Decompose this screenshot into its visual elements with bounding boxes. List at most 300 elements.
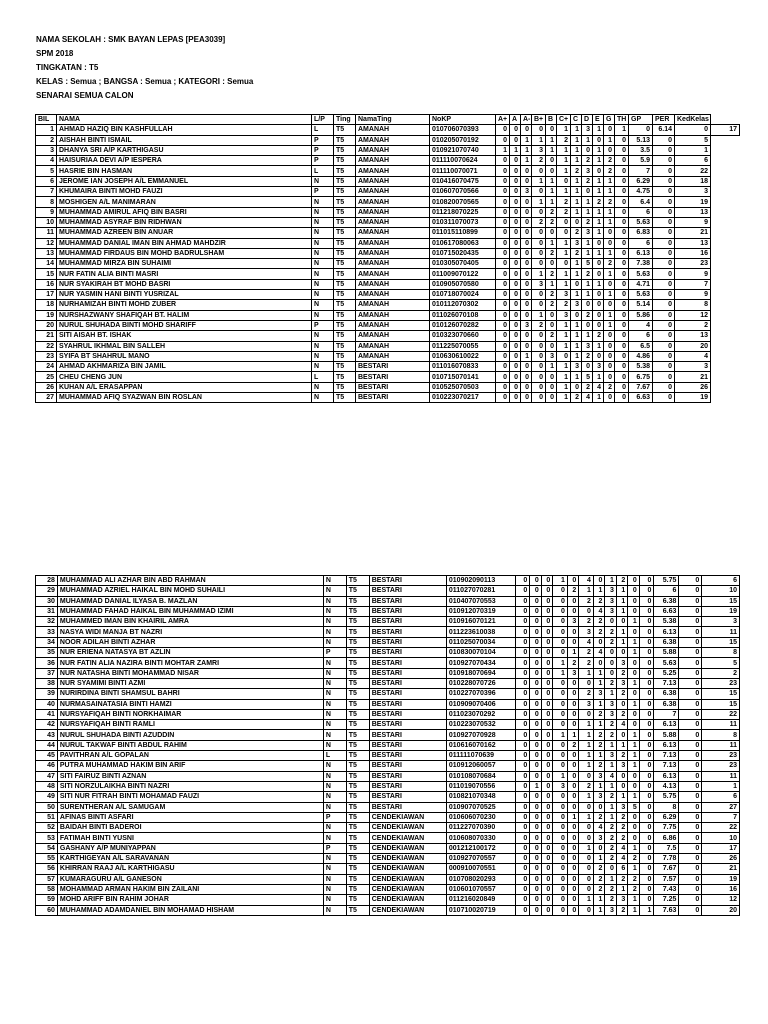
table-cell: T5: [346, 617, 369, 627]
table-cell: 19: [675, 393, 711, 403]
table-cell: 24: [36, 362, 57, 372]
table-cell: 0: [653, 176, 675, 186]
table-cell: 1: [546, 176, 557, 186]
table-cell: 0: [639, 843, 654, 853]
table-cell: 1: [628, 864, 639, 874]
table-cell: L: [323, 751, 346, 761]
table-cell: 0: [653, 238, 675, 248]
table-cell: T5: [346, 802, 369, 812]
table-cell: CENDEKIAWAN: [369, 895, 446, 905]
table-cell: 0: [579, 606, 594, 616]
table-cell: 1: [532, 269, 546, 279]
table-cell: 0: [515, 843, 530, 853]
table-cell: 2: [593, 864, 604, 874]
exam-name: SPM 2018: [36, 49, 74, 58]
table-cell: 0: [496, 372, 510, 382]
table-cell: 0: [521, 228, 532, 238]
table-cell: 0: [532, 238, 546, 248]
table-cell: 2: [571, 393, 582, 403]
table-cell: T5: [334, 269, 356, 279]
table-cell: 0: [571, 310, 582, 320]
table-cell: 011019070556: [446, 781, 515, 791]
table-cell: 1: [605, 802, 616, 812]
table-cell: 3: [605, 606, 616, 616]
table-cell: 21: [675, 228, 711, 238]
table-cell: 3: [532, 279, 546, 289]
table-cell: 4: [579, 576, 594, 586]
table-cell: P: [323, 648, 346, 658]
table-cell: 0: [593, 259, 604, 269]
table-cell: 21: [675, 372, 711, 382]
table-cell: 9: [675, 290, 711, 300]
table-cell: 0: [628, 812, 639, 822]
table-cell: 0: [604, 331, 615, 341]
table-cell: 1: [582, 290, 593, 300]
table-cell: 5.14: [629, 300, 653, 310]
table-cell: 1: [593, 125, 604, 135]
table-cell: 46: [36, 761, 58, 771]
table-cell: 0: [653, 382, 675, 392]
table-cell: 0: [515, 812, 530, 822]
table-cell: 1: [546, 238, 557, 248]
table-cell: BESTARI: [369, 627, 446, 637]
table-cell: 0: [582, 187, 593, 197]
table-cell: 0: [653, 351, 675, 361]
table-row: [36, 637, 740, 647]
table-cell: 7.75: [654, 823, 679, 833]
table-row: [36, 290, 740, 300]
table-cell: 23: [702, 678, 740, 688]
table-cell: CENDEKIAWAN: [369, 823, 446, 833]
table-body: [36, 125, 740, 403]
table-cell: 1: [593, 176, 604, 186]
table-cell: N: [312, 279, 334, 289]
table-cell: 0: [496, 217, 510, 227]
table-cell: 0: [496, 156, 510, 166]
table-cell: 0: [510, 362, 521, 372]
table-cell: 1: [567, 730, 578, 740]
table-cell: 0: [532, 362, 546, 372]
table-cell: 1: [605, 740, 616, 750]
table-cell: 0: [579, 709, 594, 719]
table-cell: 0: [553, 740, 568, 750]
table-cell: 2: [571, 248, 582, 258]
table-cell: 1: [553, 658, 568, 668]
table-cell: 1: [521, 351, 532, 361]
table-cell: 2: [593, 884, 604, 894]
table-cell: 1: [604, 320, 615, 330]
table-cell: 3: [582, 228, 593, 238]
table-cell: 010927070434: [446, 658, 515, 668]
table-cell: KUMARAGURU A/L GANESON: [57, 874, 323, 884]
table-cell: 0: [639, 751, 654, 761]
table-cell: AMANAH: [356, 300, 430, 310]
table-cell: 0: [567, 576, 578, 586]
table-cell: 0: [541, 627, 552, 637]
table-cell: 6.75: [629, 372, 653, 382]
table-cell: NURHAMIZAH BINTI MOHD ZUBER: [57, 300, 312, 310]
table-cell: 0: [679, 720, 702, 730]
table-cell: 0: [579, 833, 594, 843]
table-cell: 010902090113: [446, 576, 515, 586]
table-cell: 39: [36, 689, 58, 699]
table-cell: 0: [593, 300, 604, 310]
table-cell: 0: [553, 617, 568, 627]
column-header: D: [582, 115, 593, 125]
table-cell: 0: [579, 823, 594, 833]
table-cell: 6.13: [654, 740, 679, 750]
table-cell: 1: [579, 751, 594, 761]
table-cell: 0: [532, 187, 546, 197]
table-row: [36, 156, 740, 166]
table-cell: 0: [679, 843, 702, 853]
table-cell: 0: [579, 854, 594, 864]
table-row: [36, 300, 740, 310]
table-cell: MOHD ARIFF BIN RAHIM JOHAR: [57, 895, 323, 905]
table-cell: 1: [582, 135, 593, 145]
table-cell: 011023070292: [446, 709, 515, 719]
table-cell: 2: [571, 166, 582, 176]
table-cell: 0: [496, 393, 510, 403]
table-cell: 0: [582, 145, 593, 155]
table-cell: 0: [532, 259, 546, 269]
table-cell: 0: [553, 596, 568, 606]
table-cell: 1: [571, 207, 582, 217]
table-cell: 2: [604, 382, 615, 392]
table-cell: 2: [557, 300, 571, 310]
table-cell: 1: [639, 905, 654, 915]
table-cell: 1: [628, 740, 639, 750]
table-cell: 6.38: [654, 637, 679, 647]
table-cell: AMANAH: [356, 125, 430, 135]
table-cell: T5: [334, 331, 356, 341]
table-cell: 010820070565: [430, 197, 496, 207]
table-cell: 011227070390: [446, 823, 515, 833]
table-cell: 18: [675, 176, 711, 186]
table-cell: KARTHIGEYAN A/L SARAVANAN: [57, 854, 323, 864]
table-cell: 1: [593, 217, 604, 227]
table-row: [36, 187, 740, 197]
table-cell: 5.63: [629, 217, 653, 227]
table-cell: 0: [639, 637, 654, 647]
table-cell: 0: [546, 382, 557, 392]
table-cell: N: [312, 238, 334, 248]
table-cell: 5: [36, 166, 57, 176]
table-cell: 0: [628, 689, 639, 699]
table-cell: T5: [334, 238, 356, 248]
table-cell: 1: [532, 310, 546, 320]
table-cell: MUHAMMAD AZRIEL HAIKAL BIN MOHD SUHAILI: [57, 586, 323, 596]
table-cell: 2: [546, 248, 557, 258]
table-cell: 1: [571, 197, 582, 207]
table-cell: 58: [36, 884, 58, 894]
table-cell: 4: [593, 382, 604, 392]
table-cell: 0: [679, 905, 702, 915]
table-cell: 1: [553, 576, 568, 586]
table-row: [36, 320, 740, 330]
table-cell: 6.83: [629, 228, 653, 238]
table-cell: 010305070405: [430, 259, 496, 269]
table-cell: 45: [36, 751, 58, 761]
table-cell: AMANAH: [356, 279, 430, 289]
table-cell: 0: [496, 187, 510, 197]
column-header: NamaTing: [356, 115, 430, 125]
table-row: [36, 576, 740, 586]
table-cell: T5: [346, 678, 369, 688]
table-cell: 1: [628, 648, 639, 658]
table-cell: 0: [604, 279, 615, 289]
table-cell: NUR FATIN ALIA BINTI MASRI: [57, 269, 312, 279]
table-cell: 0: [679, 874, 702, 884]
table-cell: 6.14: [653, 125, 675, 135]
table-cell: BESTARI: [369, 792, 446, 802]
table-cell: L: [312, 166, 334, 176]
table-cell: CENDEKIAWAN: [369, 854, 446, 864]
table-cell: 2: [582, 382, 593, 392]
table-cell: 011216020849: [446, 895, 515, 905]
table-cell: 0: [615, 166, 629, 176]
table-cell: 1: [557, 372, 571, 382]
table-cell: AMANAH: [356, 228, 430, 238]
table-cell: 0: [639, 720, 654, 730]
table-cell: 0: [541, 833, 552, 843]
table-cell: 0: [521, 362, 532, 372]
table-cell: BESTARI: [369, 771, 446, 781]
table-cell: PAVITHRAN A/L GOPALAN: [57, 751, 323, 761]
table-cell: 15: [36, 269, 57, 279]
table-cell: 30: [36, 596, 58, 606]
table-cell: 0: [530, 658, 541, 668]
table-cell: AMANAH: [356, 290, 430, 300]
table-cell: 1: [557, 382, 571, 392]
table-cell: 7: [654, 709, 679, 719]
table-cell: 0: [521, 372, 532, 382]
table-cell: 6: [654, 586, 679, 596]
table-cell: 0: [530, 720, 541, 730]
table-cell: T5: [346, 689, 369, 699]
table-cell: 1: [557, 279, 571, 289]
table-cell: 0: [532, 166, 546, 176]
table-cell: N: [323, 627, 346, 637]
table-row: [36, 740, 740, 750]
table-cell: 1: [571, 331, 582, 341]
table-cell: 010905070580: [430, 279, 496, 289]
table-cell: 0: [553, 864, 568, 874]
table-cell: NUR FATIN ALIA NAZIRA BINTI MOHTAR ZAMRI: [57, 658, 323, 668]
table-cell: 0: [653, 248, 675, 258]
table-cell: 1: [582, 279, 593, 289]
table-cell: 1: [605, 812, 616, 822]
table-cell: 0: [541, 668, 552, 678]
table-cell: BESTARI: [369, 730, 446, 740]
table-cell: 1: [616, 627, 627, 637]
table-cell: 1: [532, 197, 546, 207]
table-cell: SYAHRUL IKHMAL BIN SALLEH: [57, 341, 312, 351]
table-cell: 6: [702, 576, 740, 586]
table-cell: 010407070553: [446, 596, 515, 606]
table-cell: 4.13: [654, 781, 679, 791]
column-header: TH: [615, 115, 629, 125]
table-cell: 1: [567, 648, 578, 658]
table-row: [36, 843, 740, 853]
table-cell: 2: [616, 668, 627, 678]
table-cell: 0: [553, 905, 568, 915]
table-cell: 27: [702, 802, 740, 812]
table-cell: 0: [615, 331, 629, 341]
table-cell: 25: [36, 372, 57, 382]
table-cell: PUTRA MUHAMMAD HAKIM BIN ARIF: [57, 761, 323, 771]
table-cell: 1: [604, 269, 615, 279]
table-cell: 011111070639: [446, 751, 515, 761]
table-cell: 0: [628, 596, 639, 606]
table-cell: 22: [36, 341, 57, 351]
table-cell: 0: [553, 586, 568, 596]
table-cell: 0: [530, 606, 541, 616]
table-cell: 2: [593, 617, 604, 627]
table-cell: 0: [604, 145, 615, 155]
table-cell: 1: [616, 637, 627, 647]
table-cell: 010718070024: [430, 290, 496, 300]
table-cell: 5.86: [629, 310, 653, 320]
table-cell: 0: [521, 310, 532, 320]
table-cell: 2: [605, 823, 616, 833]
table-cell: 21: [702, 864, 740, 874]
table-cell: 0: [679, 668, 702, 678]
table-cell: 17: [702, 843, 740, 853]
table-cell: 0: [541, 874, 552, 884]
table-cell: 0: [510, 351, 521, 361]
table-cell: 0: [567, 637, 578, 647]
table-cell: 3: [571, 362, 582, 372]
table-cell: 28: [36, 576, 58, 586]
table-cell: 1: [557, 238, 571, 248]
table-cell: 2: [582, 176, 593, 186]
table-cell: 3: [616, 678, 627, 688]
table-cell: P: [323, 843, 346, 853]
table-cell: 0: [639, 658, 654, 668]
table-row: [36, 668, 740, 678]
table-cell: NUR SYAMIMI BINTI AZMI: [57, 678, 323, 688]
table-cell: N: [323, 864, 346, 874]
table-cell: 0: [653, 300, 675, 310]
table-cell: 3: [593, 689, 604, 699]
table-cell: 0: [593, 320, 604, 330]
table-cell: 2: [532, 217, 546, 227]
table-cell: 0: [679, 751, 702, 761]
table-cell: 0: [521, 393, 532, 403]
table-cell: 1: [593, 279, 604, 289]
table-cell: 2: [582, 217, 593, 227]
form-level: TINGKATAN : T5: [36, 63, 99, 72]
table-cell: 1: [496, 145, 510, 155]
table-cell: 1: [571, 187, 582, 197]
table-cell: 15: [702, 596, 740, 606]
table-cell: 1: [605, 874, 616, 884]
table-cell: 0: [546, 259, 557, 269]
table-cell: 60: [36, 905, 58, 915]
table-cell: 16: [702, 884, 740, 894]
table-cell: 0: [532, 290, 546, 300]
table-cell: 2: [593, 709, 604, 719]
table-cell: 11: [702, 771, 740, 781]
table-cell: AFINAS BINTI ASFARI: [57, 812, 323, 822]
table-row: [36, 905, 740, 915]
table-cell: BESTARI: [369, 586, 446, 596]
table-cell: AISHAH BINTI ISMAIL: [57, 135, 312, 145]
table-cell: 0: [639, 761, 654, 771]
table-cell: 1: [553, 771, 568, 781]
table-cell: 1: [579, 792, 594, 802]
table-cell: 2: [546, 217, 557, 227]
table-cell: 0: [639, 802, 654, 812]
table-cell: 011016070833: [430, 362, 496, 372]
table-cell: T5: [334, 310, 356, 320]
table-cell: CENDEKIAWAN: [369, 874, 446, 884]
table-cell: 0: [639, 781, 654, 791]
table-cell: 1: [521, 145, 532, 155]
table-cell: 0: [515, 740, 530, 750]
table-cell: 0: [496, 248, 510, 258]
table-cell: 0: [557, 259, 571, 269]
table-cell: 0: [615, 156, 629, 166]
table-cell: 0: [521, 269, 532, 279]
table-cell: 4: [616, 854, 627, 864]
table-row: [36, 689, 740, 699]
table-cell: 0: [530, 843, 541, 853]
table-row: [36, 341, 740, 351]
table-cell: 0: [553, 678, 568, 688]
table-cell: 3: [567, 668, 578, 678]
table-cell: T5: [334, 228, 356, 238]
table-cell: 2: [579, 689, 594, 699]
table-cell: 1: [593, 895, 604, 905]
table-cell: AMANAH: [356, 187, 430, 197]
table-cell: 1: [36, 125, 57, 135]
table-cell: 2: [36, 135, 57, 145]
table-cell: 0: [628, 823, 639, 833]
table-cell: 26: [675, 382, 711, 392]
table-cell: 0: [496, 259, 510, 269]
table-cell: 010223070217: [430, 393, 496, 403]
table-cell: 0: [604, 238, 615, 248]
table-cell: 1: [546, 187, 557, 197]
table-cell: 0: [530, 854, 541, 864]
table-cell: 0: [515, 864, 530, 874]
table-cell: 0: [530, 792, 541, 802]
table-cell: 0: [615, 393, 629, 403]
table-cell: 0: [628, 658, 639, 668]
table-cell: 010921070740: [430, 145, 496, 155]
table-cell: 0: [653, 362, 675, 372]
table-cell: 011026070108: [430, 310, 496, 320]
table-cell: T5: [334, 351, 356, 361]
table-cell: 0: [541, 812, 552, 822]
table-cell: 011223610038: [446, 627, 515, 637]
table-cell: 1: [567, 812, 578, 822]
table-cell: T5: [346, 576, 369, 586]
table-cell: 2: [675, 320, 711, 330]
table-cell: 0: [567, 627, 578, 637]
table-cell: 9: [675, 269, 711, 279]
table-cell: 0: [639, 812, 654, 822]
table-cell: 0: [679, 833, 702, 843]
table-cell: 8: [36, 197, 57, 207]
table-cell: 4: [616, 720, 627, 730]
table-cell: 6.4: [629, 197, 653, 207]
table-cell: 27: [36, 393, 57, 403]
table-cell: 0: [604, 351, 615, 361]
table-cell: 0: [567, 843, 578, 853]
